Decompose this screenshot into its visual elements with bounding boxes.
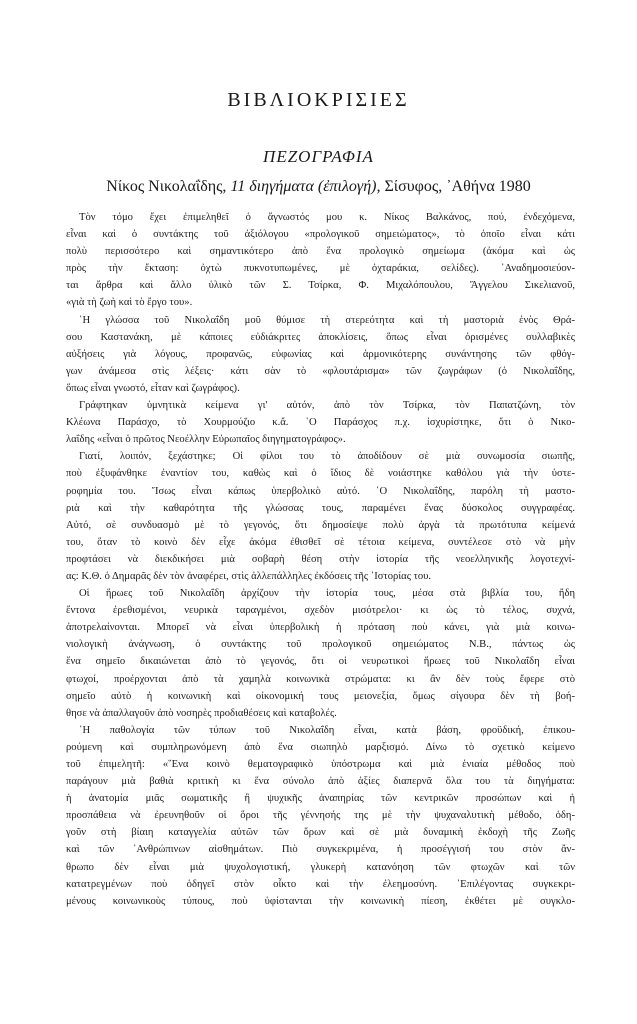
- text-line: φτωχοί, προέρχονται ἀπὸ τὰ χαμηλὰ κοινωνικὰ στρώματα: κι ἂν δὲν τοὺς ἔφερε στὸ: [66, 673, 575, 685]
- text-line: αὐξήσεις γιὰ λόγους, προφανῶς, εὐφωνίας καὶ ἁρμονικότερης συνάντησης τῶν φθόγ-: [66, 348, 575, 360]
- text-line: μένους κοινωνικοὺς τύπους, ποὺ ὑφίστανται τὴν κοινωνικὴ πίεση, ἐκθέτει μὲ συγκλο-: [66, 895, 575, 907]
- paragraph: [66, 209, 575, 312]
- text-line: θησε νὰ ἀπαλλαγοῦν ἀπὸ νοσηρὲς προδιαθέσεις καὶ καταβολές.: [66, 707, 337, 719]
- citation-author: Νίκος Νικολαΐδης,: [106, 178, 227, 195]
- text-line: Οἱ ἥρωες τοῦ Νικολαΐδη ἀρχίζουν τὴν ἱστορία τους, μέσα στὰ βιβλία του, ἤδη: [79, 588, 575, 600]
- text-line: Γιατί, λοιπόν, ξεχάστηκε; Οἱ φίλοι του τὸ ἀποδίδουν σὲ μιὰ συνωμοσία σιωπῆς,: [79, 451, 575, 463]
- book-citation: [0, 178, 637, 196]
- citation-title: 11 διηγήματα (ἐπιλογή),: [230, 178, 381, 195]
- text-line: γων ἀνάμεσα στὶς λέξεις· κάτι σὰν τὸ «φλουτάρισμα» τῶν ζωγράφων (ὁ Νικολαΐδης,: [66, 365, 575, 377]
- text-line: ὅπως εἶναι γνωστό, εἶταν καὶ ζωγράφος).: [66, 382, 240, 394]
- text-line: του, ὅταν τὸ κοινὸ δὲν εἶχε ἀκόμα ἐθισθεῖ σὲ τέτοια κείμενα, συντέλεσε στὸ νὰ μὴν: [66, 536, 575, 548]
- text-line: ῾Η γλώσσα τοῦ Νικολαΐδη μοῦ θύμισε τὴ στερεότητα καὶ τὴ μαστοριὰ ἑνὸς Θρά-: [79, 314, 575, 326]
- paragraph: [66, 448, 575, 585]
- text-line: ας: Κ.Θ. ὁ Δημαρᾶς δὲν τὸν ἀναφέρει, στὶς ἀλλεπάλληλες ἐκδόσεις τῆς ῾Ιστορίας του.: [66, 570, 432, 582]
- text-line: πρὸς τὴν ἔκταση: ὀχτὼ πυκνοτυπωμένες, μὲ ὀχταράκια, σελίδες). ᾿Αναδημοσιεύον-: [66, 263, 575, 275]
- text-line: σημεῖο αὐτὸ ἡ κοινωνικὴ καὶ οἰκονομική τους μειονεξία, ὅμως σίγουρα δὲν τὴ βοή-: [66, 690, 575, 702]
- paragraph: [66, 397, 575, 448]
- text-line: Αὐτό, σὲ συνδυασμὸ μὲ τὸ γεγονός, ὅτι δημοσίεψε πολὺ ἀργὰ τὰ πρωτότυπα κείμενά: [66, 519, 575, 531]
- page-heading: ΒΙΒΛΙΟΚΡΙΣΙΕΣ: [227, 89, 410, 111]
- text-line: κατατρεγμένων ποὺ ὁδηγεῖ στὸν οἶκτο καὶ τὴν ἐλεημοσύνη. ᾿Επιλέγοντας συγκεκρι-: [66, 878, 575, 890]
- text-line: Τὸν τόμο ἔχει ἐπιμεληθεῖ ὁ ἄγνωστός μου κ. Νίκος Βαλκάνος, πού, ἐνδεχόμενα,: [79, 212, 575, 223]
- text-line: ροφημία του. Ἴσως εἶναι κάπως ὑπερβολικὸ αὐτό. ῾Ο Νικολαΐδης, παρόλη τὴ μαστο-: [66, 485, 575, 497]
- text-line: λαΐδης «εἶναι ὁ πρῶτος Νεοέλλην Εὐρωπαῖος διηγηματογράφος».: [66, 434, 346, 446]
- text-line: «γιὰ τὴ ζωὴ καὶ τὸ ἔργο του».: [66, 297, 193, 309]
- text-line: ἡ ἀνατομία μιᾶς σωματικῆς ἢ ψυχικῆς ἀναπηρίας τῶν κεντρικῶν προσώπων καὶ ἡ: [66, 793, 575, 805]
- review-body: [66, 209, 575, 910]
- paragraph: [66, 312, 575, 397]
- text-line: ἕνα σημεῖο δικαιώνεται ἀπὸ τὸ γεγονός, ὅτι οἱ νευρωτικοὶ ἥρωες τοῦ Νικολαΐδη εἶναι: [66, 656, 575, 668]
- text-line: Κλέωνα Παράσχο, τὸ Χουρμούζιο κ.ἄ. ῾Ο Παράσχος π.χ. ἰσχυρίστηκε, ὅτι ὁ Νικο-: [66, 417, 575, 429]
- text-line: γοῦν στὴ βίαιη καταγγελία αὐτῶν τῶν ὅρων καὶ σὲ μιὰ δυναμικὴ ἐκδοχὴ τῆς Ζωῆς: [66, 827, 575, 839]
- text-line: ται ἄρθρα καὶ ἄλλο ὑλικὸ τῶν Σ. Τσίρκα, Φ. Μιχαλόπουλου, Ἄγγελου Σικελιανοῦ,: [66, 280, 575, 292]
- text-line: θρωπο δὲν εἶναι μιὰ ψυχολογιστική, γλυκερὴ κατανόηση τῶν φτωχῶν καὶ τῶν: [66, 861, 575, 873]
- text-line: ποὺ ἐξυφάνθηκε ἐναντίον του, καθὼς καὶ ὁ ἴδιος δὲ νοιάστηκε καθόλου γιὰ τὴν ὑστε-: [66, 468, 575, 480]
- paragraph: [66, 722, 575, 910]
- text-line: ῾Η παθολογία τῶν τύπων τοῦ Νικολαΐδη εἶναι, κατὰ βάση, φροϋδική, ἐπικου-: [79, 724, 575, 736]
- paragraph: [66, 585, 575, 722]
- text-line: ριὰ καὶ τὴν καθαρότητα τῆς γλώσσας τους, παραμένει ἕνας δύσκολος συγγραφέας.: [66, 502, 575, 514]
- text-line: προσπάθεια νὰ ἐρευνηθοῦν οἱ ὅροι τῆς γέννησής της μὲ τὴν ψυχαναλυτικὴ μέθοδο, ὁδη-: [66, 810, 575, 822]
- text-line: ἔντονα ἐρεθισμένοι, νευρικὰ ταραγμένοι, σχεδὸν μισότρελοι· κι ὡς τὸ τέλος, συχνά,: [66, 605, 575, 617]
- text-line: εἶναι καὶ ὁ συντάκτης τοῦ ἀξιόλογου «προλογικοῦ σημειώματος», τὸ ὁποῖο εἶναι κάτι: [66, 229, 575, 241]
- text-line: πολὺ περισσότερο καὶ σημαντικότερο ἀπὸ ἕνα προλογικὸ σημείωμα (ἀκόμα καὶ ὡς: [66, 246, 575, 258]
- citation-publisher: Σίσυφος, ᾿Αθήνα 1980: [384, 178, 531, 195]
- text-line: καὶ τῶν ᾿Ανθρώπινων αἰσθημάτων. Πιὸ συγκεκριμένα, ἡ προσέγγισή του στὸν ἄν-: [66, 844, 575, 856]
- text-line: ἀποτρελαίνονται. Μπορεῖ νὰ εἶναι ὑπερβολικὴ ἡ πρόταση ποὺ κάνει, γιὰ μιὰ κοινω-: [66, 622, 575, 634]
- text-line: νιολογικὴ ἀνάγνωση, ὁ συντάκτης τοῦ προλογικοῦ σημειώματος Ν.Β., πάντως ὡς: [66, 639, 575, 651]
- text-line: παράγουν μιὰ βαθιὰ κριτικὴ κι ἕνα σύνολο ἀπὸ ἀξίες διαπερνᾶ ὅλα του τὰ διηγήματα:: [66, 776, 575, 788]
- section-title: ΠΕΖΟΓΡΑΦΙΑ: [263, 147, 374, 166]
- text-line: προφτάσει νὰ διεκδικήσει μιὰ σοβαρὴ θέση στὴν ἱστορία τῆς νεοελληνικῆς λογοτεχνί-: [66, 553, 575, 565]
- text-line: τοῦ ἐπιμελητῆ: «῞Ενα κοινὸ θεματογραφικὸ ὑπόστρωμα καὶ μιὰ ἑνιαία μέθοδος ποὺ: [66, 759, 575, 770]
- text-line: ρούμενη καὶ συμπληρωνόμενη ἀπὸ ἕνα σιωπηλὸ μαρξισμό. Δίνω τὸ σχετικὸ κείμενο: [66, 741, 575, 753]
- text-line: Γράφτηκαν ὑμνητικὰ κείμενα γι' αὐτόν, ἀπὸ τὸν Τσίρκα, τὸν Παπατζώνη, τὸν: [79, 400, 575, 412]
- text-line: σου Καστανάκη, μὲ κάποιες εὐδιάκριτες ἀποκλίσεις, ὅπως εἶναι ὁρισμένες συλλαβικὲς: [66, 331, 575, 343]
